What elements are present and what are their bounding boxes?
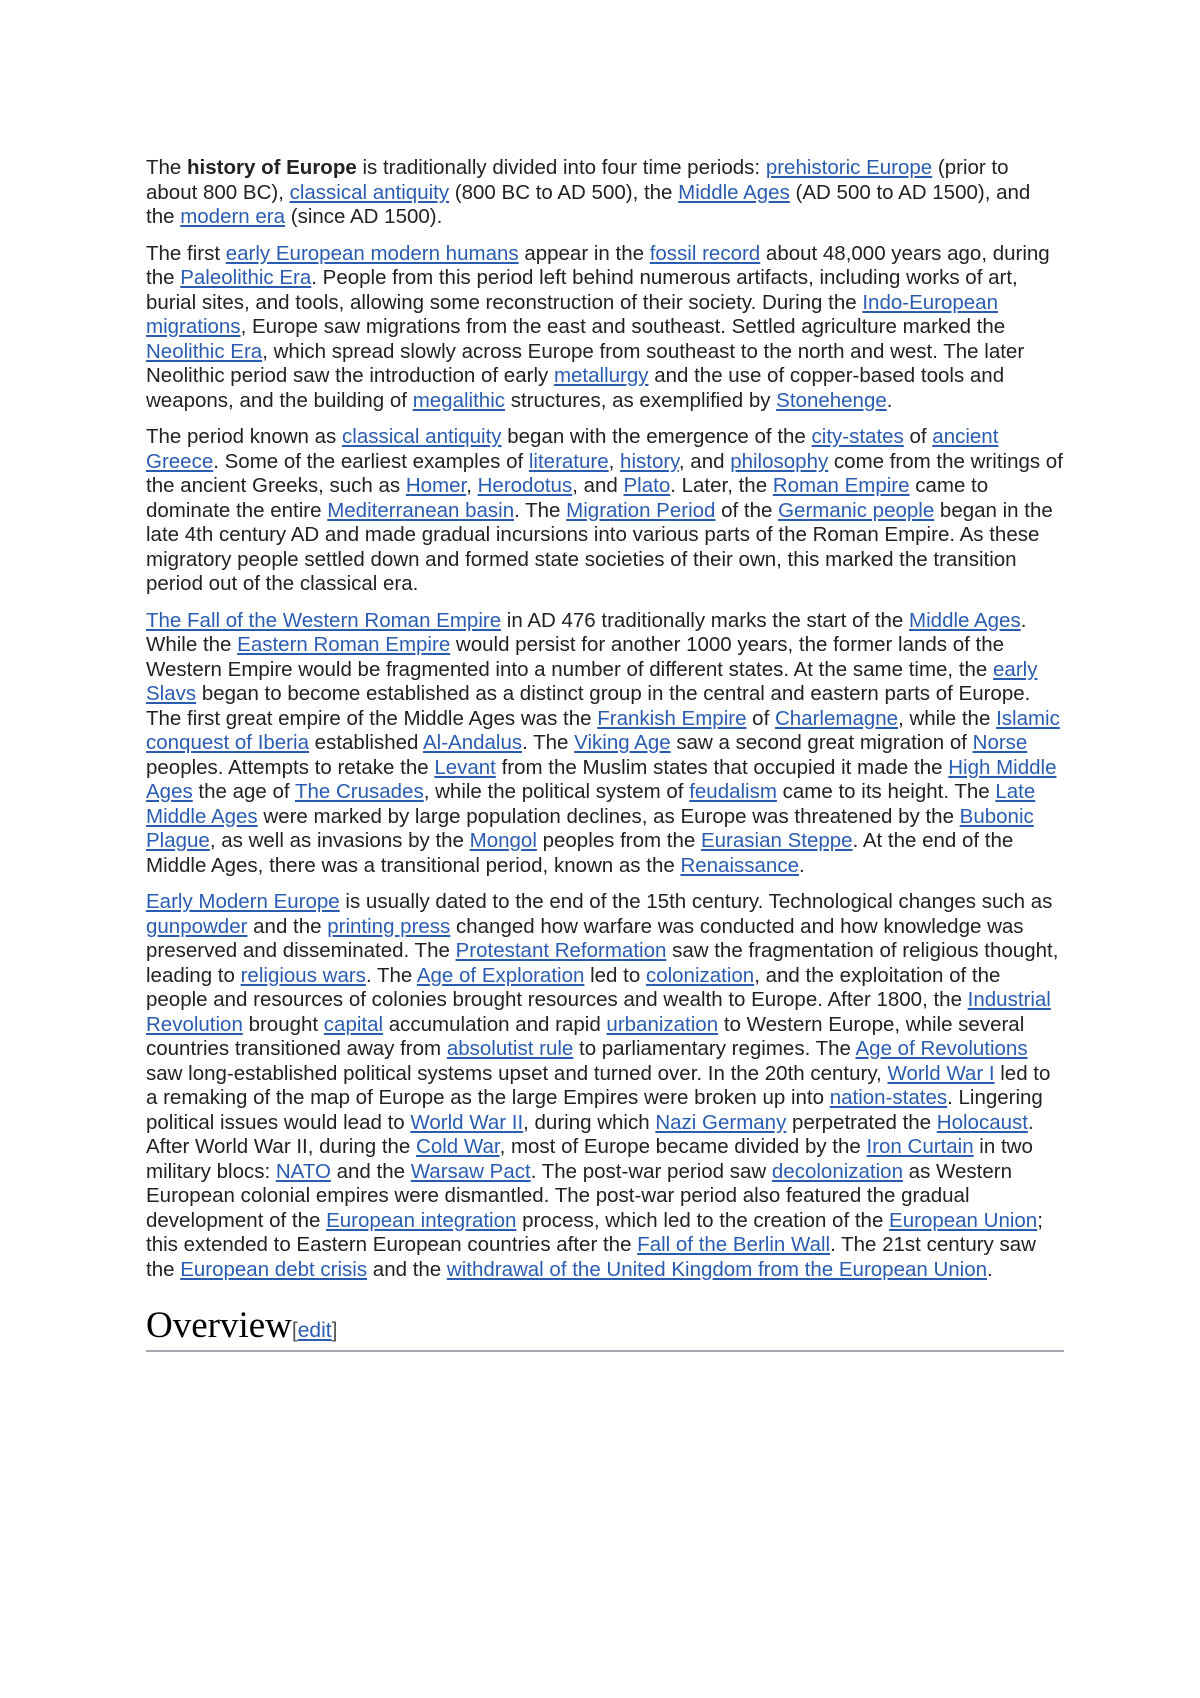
paragraph-text: . At the end of the Middle Ages, there was a transitional period, known as the [146, 829, 1014, 877]
article-link[interactable]: gunpowder [146, 914, 248, 938]
paragraph-text: . [798, 853, 805, 877]
article-link[interactable]: Indo-European migrations [146, 290, 998, 338]
article-link[interactable]: modern era [180, 205, 286, 228]
paragraph-text: and the [367, 1257, 447, 1281]
paragraph-4 [146, 609, 1064, 879]
article-link[interactable]: Germanic people [778, 498, 935, 522]
paragraph-text: began in the late 4th century AD and made gradual incursions into various parts of the Roman Empire. As these migratory people settled down and formed state societies of their own, this marked the transition period out of the classical era. [146, 498, 1053, 595]
paragraph-text: peoples from the [536, 829, 701, 852]
paragraph-text: . Lingering political issues would lead to [146, 1086, 1043, 1134]
paragraph-text: and the [247, 914, 328, 938]
article-link[interactable]: decolonization [771, 1159, 903, 1183]
article-link[interactable]: Islamic conquest of Iberia [146, 706, 1060, 754]
paragraph-text: of [746, 706, 775, 730]
paragraph-text: (800 BC to AD 500), the [449, 180, 679, 204]
paragraph-text: , and [678, 449, 731, 473]
paragraph-text: (prior to about 800 BC), [146, 156, 1009, 204]
article-link[interactable]: Late Middle Ages [146, 780, 1036, 828]
paragraph-text: saw the fragmentation of religious thought, leading to [146, 939, 1059, 987]
article-link[interactable]: Charlemagne [774, 706, 899, 730]
article-link[interactable]: city-states [811, 425, 904, 448]
paragraph-text: saw long-established political systems upset and turned over. In the 20th century, [146, 1061, 888, 1085]
edit-section-link-wrapper [292, 1319, 338, 1342]
paragraph-text: ; this extended to Eastern European countries after the [146, 1208, 1043, 1256]
article-link[interactable]: European integration [326, 1208, 517, 1232]
article-link[interactable]: Early Modern Europe [146, 890, 340, 913]
paragraph-text: . Later, the [670, 474, 773, 497]
article-body [146, 156, 1064, 1282]
paragraph-text: came to dominate the entire [146, 474, 989, 522]
article-link[interactable]: printing press [327, 914, 451, 938]
paragraph-text: , [608, 449, 621, 473]
paragraph-text: to Western Europe, while several countries transitioned away from [146, 1012, 1025, 1060]
article-link[interactable]: Al-Andalus [422, 731, 523, 754]
paragraph-text: brought [242, 1012, 324, 1036]
paragraph-text: The [146, 156, 188, 179]
paragraph-text: come from the writings of the ancient Greeks, such as [146, 449, 1063, 497]
paragraph-text: , while the [898, 706, 997, 730]
article-link[interactable]: metallurgy [553, 364, 649, 387]
article-link[interactable]: European Union [889, 1208, 1038, 1232]
paragraph-text: is traditionally divided into four time periods: [356, 156, 766, 179]
paragraph-text: , during which [523, 1110, 656, 1134]
paragraph-3 [146, 425, 1064, 597]
article-link[interactable]: Bubonic Plague [146, 804, 1034, 852]
article-link[interactable]: Protestant Reformation [455, 939, 667, 962]
article-link[interactable]: World War II [410, 1110, 524, 1134]
paragraph-text: began to become established as a distinct group in the central and eastern parts of Europe. The first great empire of the Middle Ages was the [146, 682, 1031, 730]
paragraph-text: structures, as exemplified by [505, 388, 777, 412]
article-link[interactable]: classical antiquity [342, 425, 502, 448]
paragraph-text: in AD 476 traditionally marks the start of the [501, 608, 910, 632]
section-heading [146, 1304, 1064, 1352]
article-link[interactable]: The Fall of the Western Roman Empire [146, 608, 502, 632]
article-link[interactable]: Migration Period [566, 498, 716, 522]
article-link[interactable]: Industrial Revolution [146, 988, 1051, 1036]
edit-bracket-close: ] [331, 1319, 338, 1342]
paragraph-text: began with the emergence of the [501, 425, 812, 448]
paragraph-1 [146, 156, 1064, 230]
paragraph-text: changed how warfare was conducted and how knowledge was preserved and disseminated. The [146, 914, 1024, 962]
paragraph-text: (since AD 1500). [285, 205, 443, 228]
article-link[interactable]: early European modern humans [225, 241, 519, 265]
paragraph-text: is usually dated to the end of the 15th century. Technological changes such as [339, 890, 1053, 913]
article-link[interactable]: Warsaw Pact [410, 1159, 531, 1183]
paragraph-text: , as well as invasions by the [209, 829, 470, 852]
article-link[interactable]: Holocaust [936, 1110, 1028, 1134]
paragraph-text: , most of Europe became divided by the [499, 1135, 867, 1158]
article-link[interactable]: Eurasian Steppe [700, 829, 853, 852]
article-link[interactable]: early Slavs [146, 657, 1038, 705]
article-link[interactable]: Fall of the Berlin Wall [637, 1233, 831, 1256]
paragraph-text: perpetrated the [786, 1110, 937, 1134]
paragraph-text: in two military blocs: [146, 1135, 1033, 1183]
paragraph-text: , and [572, 474, 624, 497]
article-link[interactable]: World War I [887, 1061, 995, 1085]
article-link[interactable]: philosophy [730, 449, 829, 473]
paragraph-text: about 48,000 years ago, during the [146, 241, 1050, 289]
paragraph-text: to parliamentary regimes. The [573, 1037, 856, 1060]
article-link[interactable]: Levant [434, 755, 496, 779]
paragraph-text: . The [514, 498, 567, 522]
article-link[interactable]: urbanization [606, 1012, 719, 1036]
article-link[interactable]: Cold War [416, 1135, 500, 1158]
article-link[interactable]: Viking Age [574, 731, 671, 754]
paragraph-text: of [903, 425, 933, 448]
article-link[interactable]: capital [323, 1012, 384, 1036]
paragraph-5 [146, 890, 1064, 1282]
article-link[interactable]: Homer [405, 474, 467, 497]
article-link[interactable]: colonization [645, 963, 755, 987]
paragraph-text: , which spread slowly across Europe from southeast to the north and west. The later Neolithic period saw the introduction of early [146, 339, 1025, 387]
article-link[interactable]: Frankish Empire [597, 706, 747, 730]
paragraph-text: saw a second great migration of [670, 731, 973, 754]
article-link[interactable]: Paleolithic Era [180, 266, 312, 289]
bold-term: history of Europe [187, 156, 357, 179]
paragraph-text: and the use of copper-based tools and weapons, and the building of [146, 364, 1005, 412]
article-link[interactable]: nation-states [829, 1086, 948, 1109]
paragraph-text: . The 21st century saw the [146, 1233, 1036, 1281]
paragraph-text: appear in the [518, 241, 650, 265]
article-link[interactable]: Plato [623, 474, 671, 497]
article-link[interactable]: megalithic [412, 388, 505, 412]
paragraph-text: from the Muslim states that occupied it made the [495, 755, 949, 779]
article-link[interactable]: The Crusades [294, 780, 424, 803]
article-link[interactable]: Mongol [469, 829, 537, 852]
paragraph-text: . Some of the earliest examples of [213, 449, 529, 473]
paragraph-2 [146, 242, 1064, 414]
paragraph-text: came to its height. The [776, 780, 996, 803]
paragraph-text: were marked by large population declines, as Europe was threatened by the [257, 804, 960, 828]
article-link[interactable]: withdrawal of the United Kingdom from the European Union [446, 1257, 988, 1281]
paragraph-text: as Western European colonial empires were dismantled. The post-war period also featured the gradual development of the [146, 1159, 1012, 1232]
paragraph-text: established [308, 731, 423, 754]
paragraph-text: . After World War II, during the [146, 1110, 1034, 1158]
article-link[interactable]: ancient Greece [146, 425, 999, 473]
paragraph-text: led to [584, 963, 646, 987]
article-link[interactable]: prehistoric Europe [765, 156, 933, 179]
edit-section-link[interactable]: edit [297, 1319, 332, 1342]
paragraph-text: The period known as [146, 425, 343, 448]
article-link[interactable]: classical antiquity [289, 180, 450, 204]
article-link[interactable]: Renaissance [680, 853, 799, 877]
article-link[interactable]: European debt crisis [180, 1257, 368, 1281]
paragraph-text: . The post-war period saw [530, 1159, 772, 1183]
paragraph-text: peoples. Attempts to retake the [146, 755, 435, 779]
article-link[interactable]: feudalism [689, 780, 777, 803]
paragraph-text: , and the exploitation of the people and resources of colonies brought resources and wealth to Europe. After 1800, the [146, 963, 1001, 1011]
article-link[interactable]: Roman Empire [772, 474, 910, 497]
article-link[interactable]: High Middle Ages [146, 755, 1057, 803]
paragraph-text: . The [365, 963, 417, 987]
paragraph-text: led to a remaking of the map of Europe as the large Empires were broken up into [146, 1061, 1051, 1109]
article-link[interactable]: Iron Curtain [866, 1135, 974, 1158]
article-link[interactable]: Neolithic Era [146, 339, 263, 363]
article-link[interactable]: Middle Ages [678, 180, 790, 204]
article-link[interactable]: Age of Exploration [416, 963, 585, 987]
article-link[interactable]: Middle Ages [909, 608, 1021, 632]
article-link[interactable]: Eastern Roman Empire [237, 633, 451, 656]
paragraph-text: the age of [192, 780, 295, 803]
article-link[interactable]: Stonehenge [776, 388, 887, 412]
paragraph-text: . The [522, 731, 575, 754]
paragraph-text: . People from this period left behind numerous artifacts, including works of art, burial sites, and tools, allowing some reconstruction of their society. During the [146, 266, 1018, 314]
article-link[interactable]: Mediterranean basin [327, 498, 515, 522]
edit-bracket-open: [ [291, 1319, 298, 1342]
paragraph-text: . While the [146, 608, 1027, 656]
article-link[interactable]: literature [528, 449, 609, 473]
article-link[interactable]: Age of Revolutions [855, 1037, 1028, 1060]
paragraph-text: would persist for another 1000 years, the former lands of the Western Empire would be fragmented into a number of different states. At the same time, the [146, 633, 1005, 681]
article-link[interactable]: NATO [275, 1159, 331, 1183]
article-link[interactable]: history [620, 449, 679, 473]
article-link[interactable]: absolutist rule [446, 1037, 574, 1060]
article-link[interactable]: Herodotus [477, 474, 573, 497]
article-link[interactable]: fossil record [649, 241, 761, 265]
article-link[interactable]: Norse [972, 731, 1028, 754]
paragraph-text: , [466, 474, 478, 497]
section-title: Overview [146, 1305, 292, 1346]
paragraph-text: of the [715, 498, 779, 522]
paragraph-text: . [987, 1257, 993, 1281]
paragraph-text: , while the political system of [423, 780, 690, 803]
paragraph-text: . [886, 388, 893, 412]
paragraph-text: , Europe saw migrations from the east and southeast. Settled agriculture marked the [240, 315, 1006, 338]
paragraph-text: process, which led to the creation of the [516, 1208, 890, 1232]
article-link[interactable]: Nazi Germany [655, 1110, 787, 1134]
article-link[interactable]: religious wars [240, 963, 366, 987]
paragraph-text: and the [330, 1159, 411, 1183]
article-content [146, 156, 1064, 1352]
paragraph-text: The first [146, 241, 226, 265]
paragraph-text: accumulation and rapid [383, 1012, 607, 1036]
paragraph-text: (AD 500 to AD 1500), and the [146, 180, 1031, 228]
